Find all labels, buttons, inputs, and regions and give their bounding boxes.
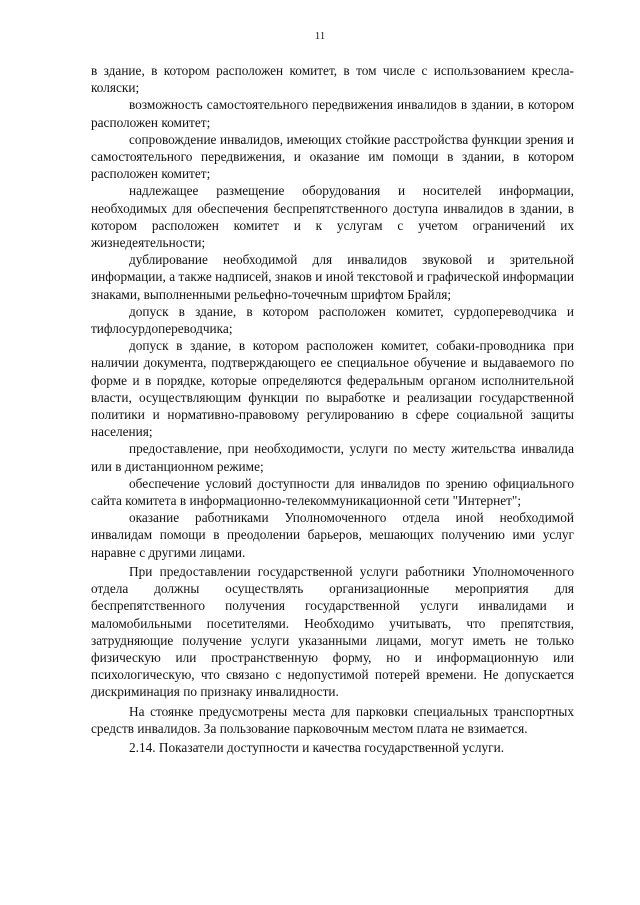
section-heading-2-14: 2.14. Показатели доступности и качества государственной услуги. [129, 739, 505, 755]
paragraph-sign-interpreter-admission: допуск в здание, в котором расположен комитет, сурдопереводчика и тифлосурдопереводчика; [91, 303, 574, 337]
paragraph-guide-dog-admission: допуск в здание, в котором расположен комитет, собаки-проводника при наличии документа, подтверждающего ее специальное обучение и выдаваемого по форме и в порядке, которые определяются федеральным органом исполнительной власти, осуществляющим функции по выработке и реализации государственной политики и нормативно-правовому регулированию в сфере социальной защиты населения; [91, 338, 574, 440]
paragraph-parking: На стоянке предусмотрены места для парковки специальных транспортных средств инвалидов. За пользование парковочным местом плата не взимается. [91, 703, 574, 736]
paragraph-organizational-measures: При предоставлении государственной услуги работники Уполномоченного отдела должны осуществлять организационные мероприятия для беспрепятственного получения государственной услуги инвалидами и маломобильными посетителями. Необходимо учитывать, что препятствия, затрудняющие получение услуги указанными лицами, могут иметь не только физическую или пространственную форму, но и информационную или психологическую, что связано с недопустимой потерей времени. Не допускается дискриминация по признаку инвалидности. [91, 563, 574, 700]
page-number: 11 [314, 30, 326, 42]
paragraph-website-accessibility: обеспечение условий доступности для инвалидов по зрению официального сайта комитета в информационно-телекоммуникационной сети "Интернет"; [91, 475, 574, 509]
paragraph-escort-assistance: сопровождение инвалидов, имеющих стойкие расстройства функции зрения и самостоятельного передвижения, и оказание им помощи в здании, в котором расположен комитет; [91, 131, 574, 182]
paragraph-independent-movement: возможность самостоятельного передвижения инвалидов в здании, в котором расположен комитет; [91, 97, 574, 130]
paragraph-staff-assistance: оказание работниками Уполномоченного отдела иной необходимой инвалидам помощи в преодолении барьеров, мешающих получению ими услуг наравне с другими лицами. [91, 510, 574, 560]
paragraph-wheelchair-access: в здание, в котором расположен комитет, в том числе с использованием кресла-коляски; [91, 63, 574, 96]
paragraph-braille-duplication: дублирование необходимой для инвалидов звуковой и зрительной информации, а также надписей, знаков и иной текстовой и графической информации знаками, выполненными рельефно-точечным шрифтом Брайля; [91, 252, 574, 302]
paragraph-equipment-placement: надлежащее размещение оборудования и носителей информации, необходимых для обеспечения беспрепятственного доступа инвалидов в здании, в котором расположен комитет и к услугам с учетом ограничений их жизнедеятельности; [91, 183, 574, 251]
paragraph-home-or-remote-service: предоставление, при необходимости, услуги по месту жительства инвалида или в дистанционном режиме; [91, 441, 574, 474]
document-body [91, 62, 574, 756]
